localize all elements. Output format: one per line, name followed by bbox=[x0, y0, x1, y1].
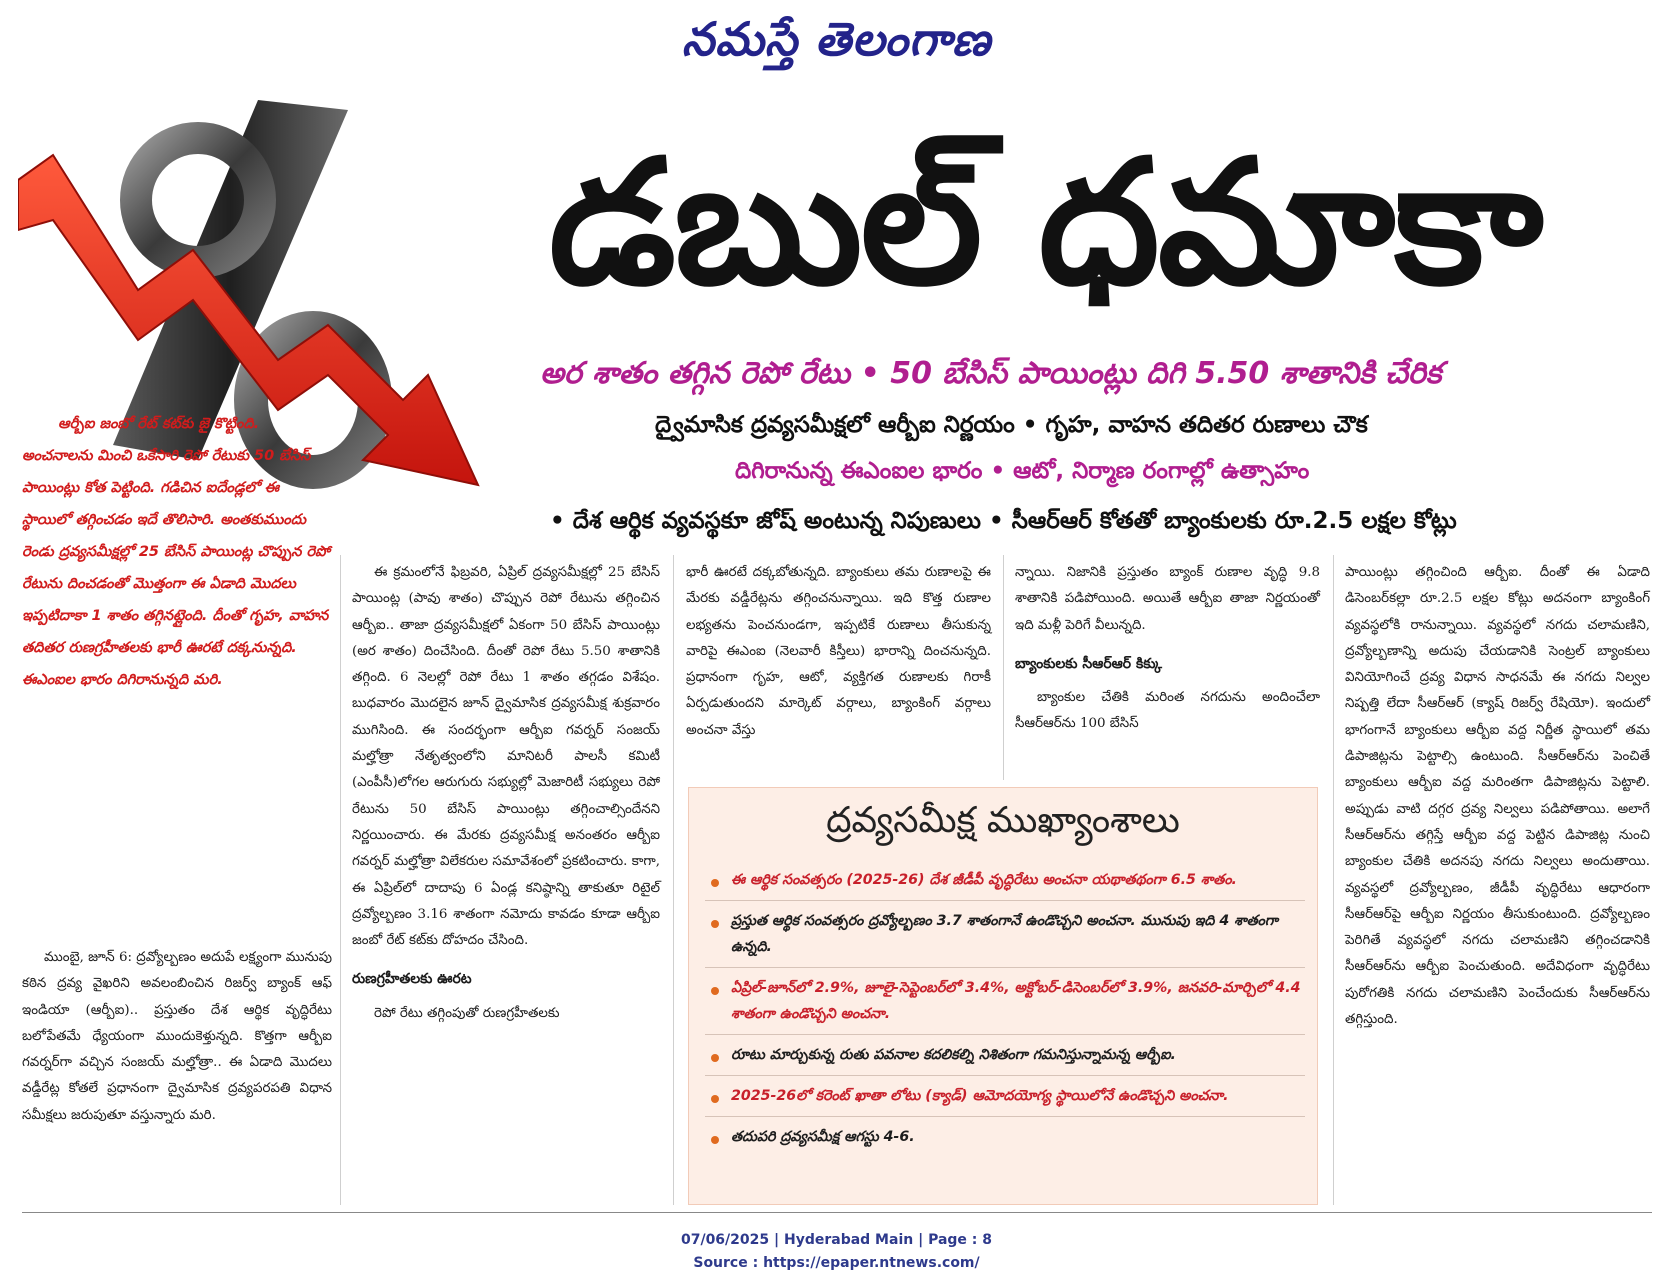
highlight-item: తదుపరి ద్రవ్యసమీక్ష ఆగస్టు 4-6. bbox=[705, 1117, 1305, 1157]
column-divider bbox=[1333, 555, 1334, 1205]
article-column-2 bbox=[352, 560, 660, 1027]
article-paragraph: న్నాయి. నిజానికి ప్రస్తుతం బ్యాంక్ రుణాల వృద్ధి 9.8 శాతానికి పడిపోయింది. అయితే ఆర్బీఐ తాజా నిర్ణయంతో ఇది మళ్లీ పెరిగే వీలున్నది. bbox=[1015, 565, 1320, 633]
article-paragraph: రెపో రేటు తగ్గింపుతో రుణగ్రహీతలకు bbox=[374, 1005, 560, 1021]
subheading-borrowers-relief: రుణగ్రహీతలకు ఊరట bbox=[352, 971, 472, 988]
deck-line-1: అర శాతం తగ్గిన రెపో రేటు • 50 బేసిస్ పాయింట్లు దిగి 5.50 శాతానికి చేరిక bbox=[540, 356, 1442, 391]
column-divider bbox=[1003, 555, 1004, 780]
page-bottom-rule bbox=[22, 1212, 1652, 1213]
article-column-3 bbox=[686, 560, 991, 744]
main-headline: డబుల్ ధమాకా bbox=[548, 122, 1542, 323]
article-column-5 bbox=[1345, 560, 1650, 1033]
column-divider bbox=[340, 555, 341, 1205]
article-paragraph: ఈ క్రమంలోనే ఫిబ్రవరి, ఏప్రిల్ ద్రవ్యసమీక్షల్లో 25 బేసిస్ పాయింట్ల (పావు శాతం) చొప్పున రెపో రేటును తగ్గించిన ఆర్బీఐ.. తాజా ద్రవ్యసమీక్షలో ఏకంగా 50 బేసిస్ పాయింట్లు (అర శాతం) దించేసింది. దీంతో రెపో రేటు 5.50 శాతానికి తగ్గింది. 6 నెలల్లో రెపో రేటు 1 శాతం తగ్గడం విశేషం. బుధవారం మొదలైన జూన్ ద్వైమాసిక ద్రవ్యసమీక్ష శుక్రవారం ముగిసింది. ఈ సందర్భంగా ఆర్బీఐ గవర్నర్ సంజయ్ మల్హోత్రా నేతృత్వంలోని మానిటరీ పాలసీ కమిటీ (ఎంపీసీ)లోగల ఆరుగురు సభ్యుల్లో మెజారిటీ సభ్యులు రెపో రేటును 50 బేసిస్ పాయింట్లు తగ్గించాల్సిందేనని నిర్ణయించారు. ఈ మేరకు ద్రవ్యసమీక్ష అనంతరం ఆర్బీఐ గవర్నర్ మల్హోత్రా విలేకరుల సమావేశంలో ప్రకటించారు. కాగా, ఈ ఏప్రిల్‌లో దాదాపు 6 ఏండ్ల కనిష్ఠాన్ని తాకుతూ రిటైల్ ద్రవ్యోల్బణం 3.16 శాతంగా నమోదు కావడం కూడా ఆర్బీఐ జంబో రేట్ కట్‌కు దోహదం చేసింది. bbox=[352, 565, 660, 949]
intro-body: అంచనాలను మించి ఒకేసారి రెపో రేటుకు 50 బేసిస్ పాయింట్లు కోత పెట్టింది. గడిచిన ఐదేండ్లలో ఈ స్థాయిలో తగ్గించడం ఇదే తొలిసారి. అంతకుముందు రెండు ద్రవ్యసమీక్షల్లో 25 బేసిస్ పాయింట్ల చొప్పున రెపో రేటును దించడంతో మొత్తంగా ఈ ఏడాది మొదలు ఇప్పటిదాకా 1 శాతం తగ్గినట్లైంది. దీంతో గృహ, వాహన తదితర రుణగ్రహీతలకు భారీ ఊరటే దక్కనున్నది. ఈఎంఐల భారం దిగిరానున్నది మరి. bbox=[22, 448, 330, 688]
deck-line-4: • దేశ ఆర్థిక వ్యవస్థకూ జోష్ అంటున్న నిపుణులు • సీఆర్ఆర్ కోతతో బ్యాంకులకు రూ.2.5 లక్షల కోట్లు bbox=[550, 508, 1457, 534]
subheading-crr-kick: బ్యాంకులకు సీఆర్ఆర్ కిక్కు bbox=[1015, 655, 1162, 672]
column-divider bbox=[673, 555, 674, 1205]
highlight-item: రూటు మార్చుకున్న రుతు పవనాల కదలికల్ని నిశితంగా గమనిస్తున్నామన్న ఆర్బీఐ. bbox=[705, 1035, 1305, 1076]
intro-lead: ఆర్బీఐ జంబో రేట్ కట్‌కు జై కొట్టింది. bbox=[58, 416, 260, 432]
highlight-item: 2025-26లో కరెంట్ ఖాతా లోటు (క్యాడ్) ఆమోదయోగ్య స్థాయిలోనే ఉండొచ్చని అంచనా. bbox=[705, 1076, 1305, 1117]
highlights-list bbox=[705, 860, 1305, 1157]
article-column-1 bbox=[22, 945, 332, 1129]
masthead-logo: నమస్తే తెలంగాణ bbox=[681, 12, 992, 66]
highlight-item: ప్రస్తుత ఆర్థిక సంవత్సరం ద్రవ్యోల్బణం 3.7 శాతంగానే ఉండొచ్చని అంచనా. మునుపు ఇది 4 శాతంగా ఉన్నది. bbox=[705, 901, 1305, 968]
deck-line-2: ద్వైమాసిక ద్రవ్యసమీక్షలో ఆర్బీఐ నిర్ణయం • గృహ, వాహన తదితర రుణాలు చౌక bbox=[655, 412, 1368, 438]
highlights-box bbox=[688, 787, 1318, 1205]
intro-summary bbox=[22, 408, 330, 696]
article-paragraph: ముంబై, జూన్ 6: ద్రవ్యోల్బణం అదుపే లక్ష్యంగా మునుపు కఠిన ద్రవ్య వైఖరిని అవలంబించిన రిజర్వ్ బ్యాంక్ ఆఫ్ ఇండియా (ఆర్బీఐ).. ప్రస్తుతం దేశ ఆర్థిక వృద్ధిరేటు బలోపేతమే ధ్యేయంగా ముందుకెళ్తున్నది. కొత్తగా ఆర్బీఐ గవర్నర్‌గా వచ్చిన సంజయ్ మల్హోత్రా.. ఈ ఏడాది మొదలు వడ్డీరేట్ల కోతలే ప్రధానంగా ద్వైమాసిక ద్రవ్యపరపతి విధాన సమీక్షలు జరుపుతూ వస్తున్నారు మరి. bbox=[22, 950, 332, 1123]
highlight-item: ఈ ఆర్థిక సంవత్సరం (2025-26) దేశ జీడీపీ వృద్ధిరేటు అంచనా యథాతథంగా 6.5 శాతం. bbox=[705, 860, 1305, 901]
deck-line-3: దిగిరానున్న ఈఎంఐల భారం • ఆటో, నిర్మాణ రంగాల్లో ఉత్సాహం bbox=[735, 458, 1310, 484]
article-paragraph: భారీ ఊరటే దక్కబోతున్నది. బ్యాంకులు తమ రుణాలపై ఈ మేరకు వడ్డీరేట్లను తగ్గించనున్నాయి. ఇది కొత్త రుణాల లభ్యతను పెంచనుండగా, ఇప్పటికే రుణాలు తీసుకున్న వారిపై ఈఎంఐ (నెలవారీ కిస్తీలు) భారాన్ని దించనున్నది. ప్రధానంగా గృహ, ఆటో, వ్యక్తిగత రుణాలకు గిరాకీ ఏర్పడుతుందని మార్కెట్ వర్గాలు, బ్యాంకింగ్ వర్గాలు అంచనా వేస్తు bbox=[686, 565, 991, 738]
edition-footer: 07/06/2025 | Hyderabad Main | Page : 8 bbox=[680, 1232, 993, 1248]
highlights-title: ద్రవ్యసమీక్ష ముఖ్యాంశాలు bbox=[826, 800, 1180, 841]
highlight-item: ఏప్రిల్-జూన్‌లో 2.9%, జూలై-సెప్టెంబర్‌లో 3.4%, అక్టోబర్-డిసెంబర్‌లో 3.9%, జనవరి-మార్చిలో 4.4 శాతంగా ఉండొచ్చని అంచనా. bbox=[705, 968, 1305, 1035]
article-paragraph: బ్యాంకుల చేతికి మరింత నగదును అందించేలా సీఆర్ఆర్‌ను 100 బేసిస్ bbox=[1015, 690, 1320, 732]
article-column-4 bbox=[1015, 560, 1320, 738]
article-paragraph: పాయింట్లు తగ్గించింది ఆర్బీఐ. దీంతో ఈ ఏడాది డిసెంబర్‌కల్లా రూ.2.5 లక్షల కోట్లు అదనంగా బ్యాంకింగ్ వ్యవస్థలోకి రానున్నాయి. వ్యవస్థలో నగదు చలామణిని, ద్రవ్యోల్బణాన్ని అదుపు చేయడానికి సెంట్రల్ బ్యాంకులు వినియోగించే ద్రవ్య విధాన సాధనమే ఈ నగదు నిల్వల నిష్పత్తి లేదా సీఆర్ఆర్ (క్యాష్ రిజర్వ్ రేషియో). ఇందులో భాగంగానే బ్యాంకులు ఆర్బీఐ వద్ద నిర్ణీత స్థాయిలో తమ డిపాజిట్లను పెట్టాల్సి ఉంటుంది. సీఆర్ఆర్‌ను పెంచితే బ్యాంకులు ఆర్బీఐ వద్ద మరింతగా డిపాజిట్లను పెట్టాలి. అప్పుడు వాటి దగ్గర ద్రవ్య నిల్వలు పడిపోతాయి. అలాగే సీఆర్ఆర్‌ను తగ్గిస్తే ఆర్బీఐ వద్ద పెట్టిన డిపాజిట్ల నుంచి బ్యాంకుల చేతికి అదనపు నగదు నిల్వలు అందుతాయి. వ్యవస్థలో ద్రవ్యోల్బణం, జీడీపీ వృద్ధిరేటు ఆధారంగా సీఆర్ఆర్‌పై ఆర్బీఐ నిర్ణయం తీసుకుంటుంది. ద్రవ్యోల్బణం పెరిగితే వ్యవస్థలో నగదు చలామణిని తగ్గించడానికి సీఆర్ఆర్‌ను ఆర్బీఐ పెంచుతుంది. అదేవిధంగా వృద్ధిరేటు పురోగతికి నగదు చలామణిని పెంచేందుకు సీఆర్ఆర్‌ను తగ్గిస్తుంది. bbox=[1345, 565, 1650, 1028]
source-footer: Source : https://epaper.ntnews.com/ bbox=[693, 1255, 980, 1271]
